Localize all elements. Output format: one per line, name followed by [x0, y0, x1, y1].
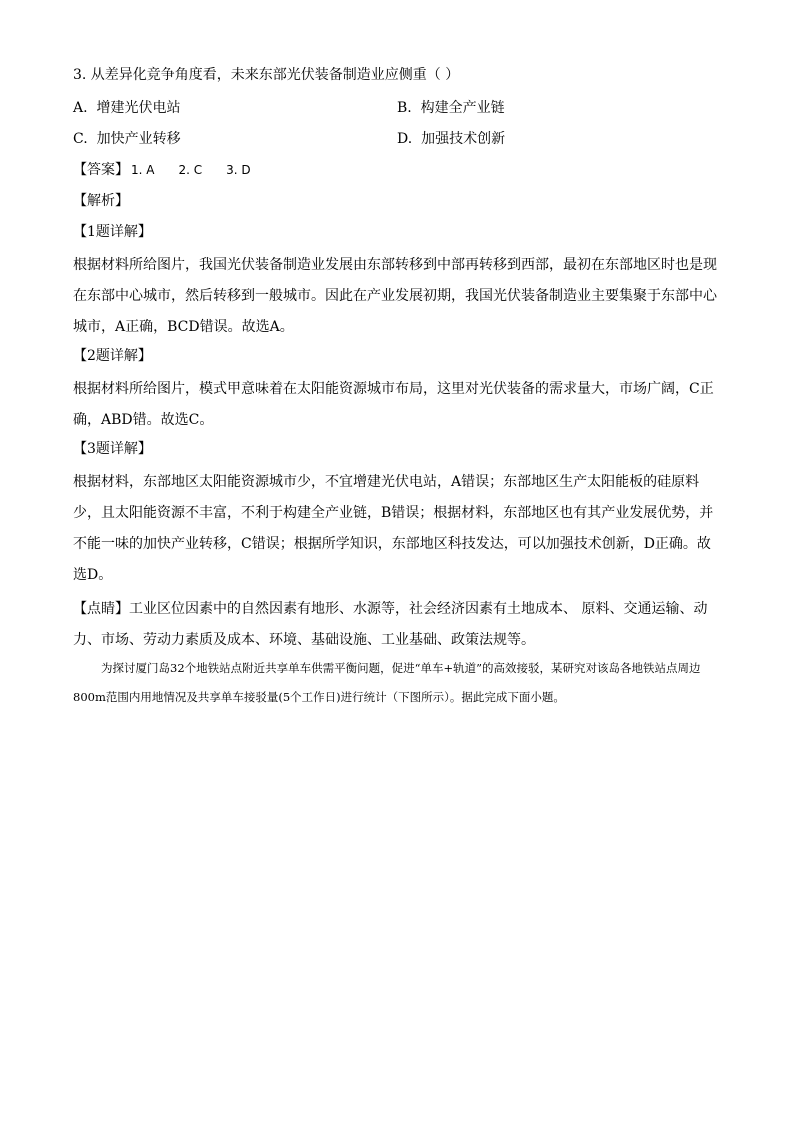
tip-text: 工业区位因素中的自然因素有地形、水源等，社会经济因素有土地成本、 原料、交通运输、动力、市场、劳动力素质及成本、环境、基础设施、工业基础、政策法规等。	[73, 601, 708, 648]
answer-item-3: 3. D	[226, 163, 251, 177]
analysis-label: 【解析】	[73, 193, 129, 209]
option-d-text: 加强技术创新	[421, 131, 506, 147]
option-c	[73, 129, 181, 149]
option-c-letter: C.	[73, 131, 88, 147]
option-b-letter: B.	[397, 100, 412, 116]
detail-2-text: 根据材料所给图片，模式甲意味着在太阳能资源城市布局，这里对光伏装备的需求量大，市场广阔，C正确，ABD错。故选C。	[73, 381, 714, 428]
detail-3-label: 【3题详解】	[73, 441, 152, 457]
option-a-letter: A.	[73, 100, 88, 116]
detail-1-text: 根据材料所给图片，我国光伏装备制造业发展由东部转移到中部再转移到西部，最初在东部地区时也是现在东部中心城市，然后转移到一般城市。因此在产业发展初期，我国光伏装备制造业主要集聚于东部中心城市，A正确，BCD错误。故选A。	[73, 257, 717, 335]
detail-1-label: 【1题详解】	[73, 224, 152, 240]
option-a-text: 增建光伏电站	[96, 100, 181, 116]
option-d	[397, 129, 505, 149]
option-d-letter: D.	[397, 131, 413, 147]
answer-label: 【答案】	[73, 162, 129, 178]
answer-line	[73, 160, 251, 180]
tip-paragraph	[73, 594, 723, 656]
answer-item-2: 2. C	[178, 163, 203, 177]
next-question-intro: 为探讨厦门岛32个地铁站点附近共享单车供需平衡问题，促进“单车+轨道”的高效接驳，某研究对该岛各地铁站点周边800m范围内用地情况及共享单车接驳量(5个工作日)进行统计（下图所示）。据此完成下面小题。	[73, 661, 701, 704]
option-b-text: 构建全产业链	[420, 100, 505, 116]
detail-2-label: 【2题详解】	[73, 348, 152, 364]
detail-3-text: 根据材料，东部地区太阳能资源城市少，不宜增建光伏电站，A错误；东部地区生产太阳能板的硅原料少，且太阳能资源不丰富，不利于构建全产业链，B错误；根据材料，东部地区也有其产业发展优势，并不能一味的加快产业转移，C错误；根据所学知识，东部地区科技发达，可以加强技术创新，D正确。故选D。	[73, 474, 714, 583]
question-3-stem: 3. 从差异化竞争角度看，未来东部光伏装备制造业应侧重（ ）	[73, 67, 460, 83]
option-b	[397, 98, 505, 118]
answer-item-1: 1. A	[131, 163, 155, 177]
tip-label: 【点睛】	[73, 601, 129, 617]
option-a	[73, 98, 180, 118]
option-c-text: 加快产业转移	[96, 131, 181, 147]
